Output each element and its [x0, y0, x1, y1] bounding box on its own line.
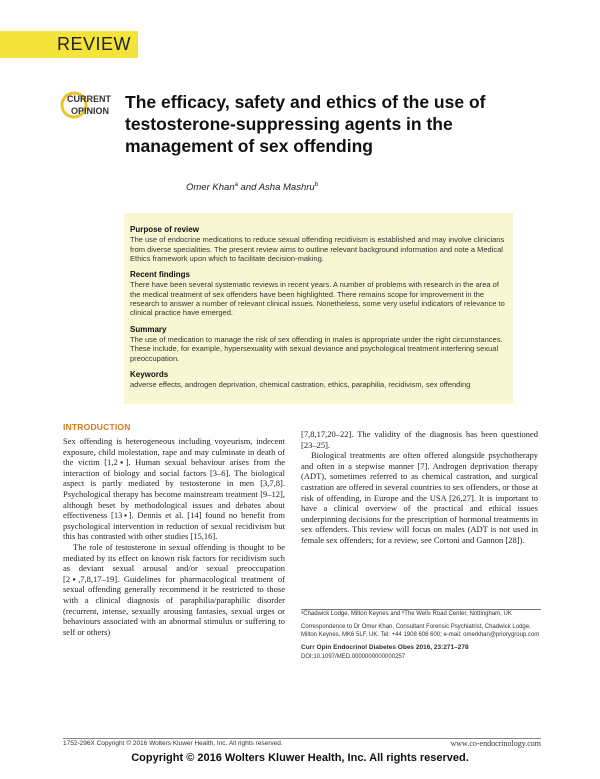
- correspondence: Correspondence to Dr Omer Khan, Consultant Forensic Psychiatrist, Chadwick Lodge, Milton Keynes, MK6 5LF, UK. Tel: +44 1908 608 600; e-mail: omerkhan@priorygroup.com: [301, 624, 540, 638]
- article-title: The efficacy, safety and ethics of the use of testosterone-suppressing agents in the management of sex offending: [125, 92, 486, 156]
- intro-paragraph-2: The role of testosterone in sexual offending is thought to be mediated by its effect on known risk factors for recidivism such as deviant sexual arousal and/or sexual preoccupation [2▪,7,8,17–19]. Guidelines for pharmacological treatment of sexual offending generally recommend it be restricted to those with a clinical diagnosis of paraphilia/paraphilic disorder (recurrent, intense, sexually arousing fantasies, sexual urges or behaviours associated with an abnormal stimulus or suffering to self or others): [63, 541, 285, 637]
- logo-line1: CURRENT: [67, 94, 111, 104]
- current-opinion-logo: [60, 90, 112, 120]
- author-line: [186, 182, 318, 193]
- intro-paragraph-4: Biological treatments are often offered alongside psychotherapy and often in a stepwise manner [7]. Androgen deprivation therapy (ADT), sometimes referred to as chemical castration, and surgical castration are offered in several countries to sex offenders, or those at risk of offending, in Europe and the USA [26,27]. It is important to have a clinical overview of the practical and ethical issues underpinning decisions for the prescription of hormonal treatments in sex offenders. This review will focus on males (ADT is not used in female sex offenders; for a review, see Cortoni and Gannon [28]).: [301, 450, 538, 545]
- purpose-text: The use of endocrine medications to reduce sexual offending recidivism is established and may involve clinicians from diverse specialities. The present review aims to outline relevant background information and note a Medical Ethics framework upon which to facilitate decision-making.: [130, 235, 505, 263]
- footer-issn-copyright: 1752-296X Copyright © 2016 Wolters Kluwer Health, Inc. All rights reserved.: [63, 740, 283, 747]
- doi: DOI:10.1097/MED.0000000000000257: [301, 654, 406, 660]
- right-column: [301, 429, 538, 546]
- intro-paragraph-1: Sex offending is heterogeneous including voyeurism, indecent exposure, child molestation, rape and may culminate in death of the victim [1,2▪]. Human sexual behaviour arises from the interaction of biology and social factors [3–6]. The biological aspect is partly mediated by testosterone in men [3,7,8]. Psychological therapy has become mainstream treatment [9–12], although beset by methodological issues and debates about effectiveness [13▪]. Dennis et al. [14] found no benefit from psychological intervention in reduction of sexual recidivism but this has contrasted with other studies [15,16].: [63, 436, 285, 542]
- logo-line2: OPINION: [71, 106, 110, 116]
- introduction-heading: INTRODUCTION: [63, 422, 131, 432]
- review-label: REVIEW: [57, 34, 132, 54]
- intro-paragraph-3: [7,8,17,20–22]. The validity of the diagnosis has been questioned [23–25].: [301, 429, 538, 450]
- keywords-text: adverse effects, androgen deprivation, chemical castration, ethics, paraphilia, recidivism, sex offending: [130, 380, 471, 390]
- purpose-heading: Purpose of review: [130, 225, 199, 234]
- journal-citation: Curr Opin Endocrinol Diabetes Obes 2016, 23:271–278: [301, 644, 469, 651]
- summary-heading: Summary: [130, 324, 167, 334]
- affiliation-block: [301, 610, 541, 666]
- findings-text: There have been several systematic reviews in recent years. A number of problems with research in the area of the medical treatment of sex offenders have been highlighted. There remains scope for improvement in the research to answer a number of relevant clinical issues. Nonetheless, some very useful indicators of relevance to clinical practice have emerged.: [130, 280, 505, 318]
- author-1: Omer Khan: [186, 182, 235, 194]
- copyright-notice: Copyright © 2016 Wolters Kluwer Health, Inc. All rights reserved.: [131, 752, 469, 764]
- author-2: Asha Mashru: [258, 182, 315, 194]
- author-2-affil: b: [314, 182, 319, 188]
- keywords-heading: Keywords: [130, 369, 169, 379]
- findings-heading: Recent findings: [130, 270, 191, 280]
- author-1-affil: a: [234, 182, 238, 188]
- abstract-box: [124, 213, 513, 404]
- summary-text: The use of medication to manage the risk of sex offending in males is appropriate under the right circumstances. These include, for example, hypersexuality with sexual deviance and psychological treatment interfering sexual preoccupation.: [130, 334, 503, 363]
- affiliation-address: ᵃChadwick Lodge, Milton Keynes and ᵇThe Wells Road Center, Nottingham, UK: [301, 611, 512, 617]
- left-column: [63, 436, 285, 637]
- footer-website-link[interactable]: www.co-endocrinology.com: [450, 739, 541, 748]
- author-conjunction: and: [237, 182, 259, 194]
